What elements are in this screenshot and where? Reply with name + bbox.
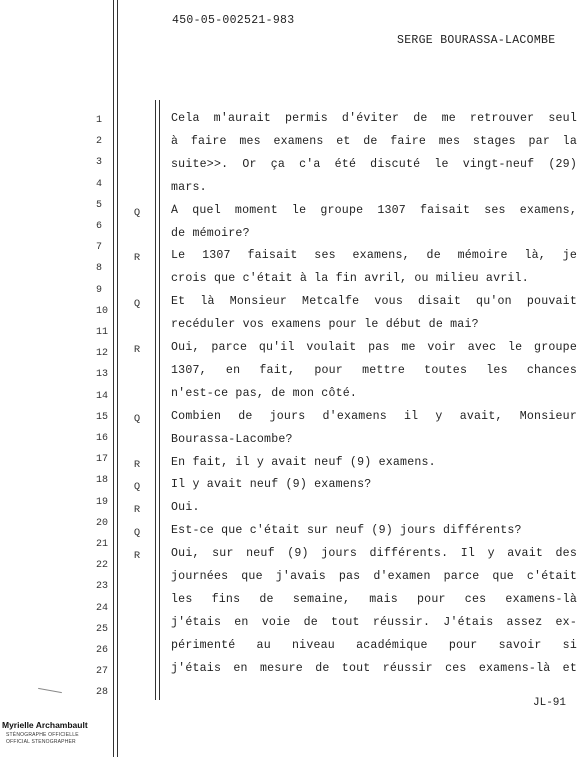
line-number: 25 — [96, 623, 109, 635]
answer-marker: R — [133, 252, 141, 265]
transcript-line: Bourassa-Lacombe? — [171, 432, 293, 446]
question-marker: Q — [133, 206, 141, 219]
answer-marker: R — [133, 550, 141, 563]
transcript-line: à faire mes examens et de faire mes stages par la — [171, 134, 577, 148]
line-number: 20 — [96, 517, 109, 529]
line-number: 8 — [96, 263, 103, 275]
line-number: 19 — [96, 496, 109, 508]
line-number: 24 — [96, 602, 109, 614]
question-marker: Q — [133, 298, 141, 311]
line-number: 17 — [96, 454, 109, 466]
transcript-line: journées que j'avais pas d'examen parce que c'était — [171, 570, 577, 583]
transcript-line: Combien de jours d'examens il y avait, Monsieur — [171, 409, 577, 423]
line-number: 10 — [96, 305, 109, 317]
stenographer-title-fr: STÉNOGRAPHE OFFICIELLE — [6, 732, 79, 738]
line-number: 23 — [96, 581, 109, 593]
transcript-line: j'étais en mesure de tout réussir ces examens-là et — [171, 661, 577, 675]
transcript-line: Et là Monsieur Metcalfe vous disait qu'on pouvait — [171, 295, 577, 309]
line-number: 7 — [96, 242, 103, 254]
answer-marker: R — [133, 458, 141, 471]
transcript-line: Cela m'aurait permis d'éviter de me retrouver seul — [171, 112, 577, 125]
transcript-line: Le 1307 faisait ses examens, de mémoire là, je — [171, 249, 577, 263]
line-number: 26 — [96, 645, 109, 656]
transcript-line: Oui, sur neuf (9) jours différents. Il y avait des — [171, 547, 577, 561]
case-number: 450-05-002521-983 — [172, 14, 295, 27]
line-number: 9 — [96, 284, 103, 296]
transcript-line: de mémoire? — [171, 226, 250, 240]
line-number: 12 — [96, 348, 109, 360]
line-number: 1 — [96, 115, 103, 126]
line-number: 16 — [96, 433, 109, 444]
text-rule-left-b — [159, 100, 160, 700]
line-number: 28 — [96, 687, 109, 699]
transcript-line: Oui, parce qu'il voulait pas me voir avec le groupe — [171, 341, 577, 354]
line-number: 4 — [96, 178, 103, 190]
line-number: 5 — [96, 199, 103, 211]
line-number: 11 — [96, 327, 109, 338]
transcript-line: crois que c'était à la fin avril, ou milieu avril. — [171, 272, 529, 286]
page-code: JL-91 — [533, 697, 567, 709]
transcript-line: j'étais en voie de tout réussir. J'étais assez ex- — [171, 615, 577, 629]
transcript-line: 1307, en fait, pour mettre toutes les chances — [171, 363, 577, 377]
stenographer-title-en: OFFICIAL STENOGRAPHER — [6, 739, 76, 745]
answer-marker: R — [133, 504, 141, 517]
line-number: 14 — [96, 390, 109, 402]
stenographer-name: Myrielle Archambault — [2, 720, 88, 730]
transcript-line: les fins de semaine, mais pour ces examens-là — [171, 592, 577, 606]
line-number: 15 — [96, 411, 109, 423]
line-number: 6 — [96, 221, 103, 232]
scan-mark — [38, 688, 62, 693]
transcript-line: recéduler vos examens pour le début de mai? — [171, 318, 479, 332]
line-number: 27 — [96, 666, 109, 678]
question-marker: Q — [133, 527, 141, 540]
text-rule-left-a — [155, 100, 156, 700]
transcript-line: suite>>. Or ça c'a été discuté le vingt-neuf (29) — [171, 157, 577, 171]
transcript-line: Oui. — [171, 501, 200, 515]
witness-name: SERGE BOURASSA-LACOMBE — [397, 34, 556, 47]
transcript-line: mars. — [171, 180, 207, 194]
line-number: 22 — [96, 560, 109, 572]
line-number: 21 — [96, 539, 109, 550]
line-number: 13 — [96, 369, 109, 381]
question-marker: Q — [133, 481, 141, 494]
answer-marker: R — [133, 344, 141, 356]
transcript-line: périmenté au niveau académique pour savoir si — [171, 638, 577, 652]
transcript-line: Il y avait neuf (9) examens? — [171, 478, 372, 492]
question-marker: Q — [133, 412, 141, 425]
line-number: 18 — [96, 475, 109, 487]
transcript-line: n'est-ce pas, de mon côté. — [171, 386, 358, 400]
line-number: 2 — [96, 136, 103, 148]
transcript-line: À quel moment le groupe 1307 faisait ses examens, — [171, 203, 577, 217]
transcript-line: En fait, il y avait neuf (9) examens. — [171, 455, 436, 469]
transcript-line: Est-ce que c'était sur neuf (9) jours différents? — [171, 524, 522, 538]
line-number: 3 — [96, 157, 103, 169]
